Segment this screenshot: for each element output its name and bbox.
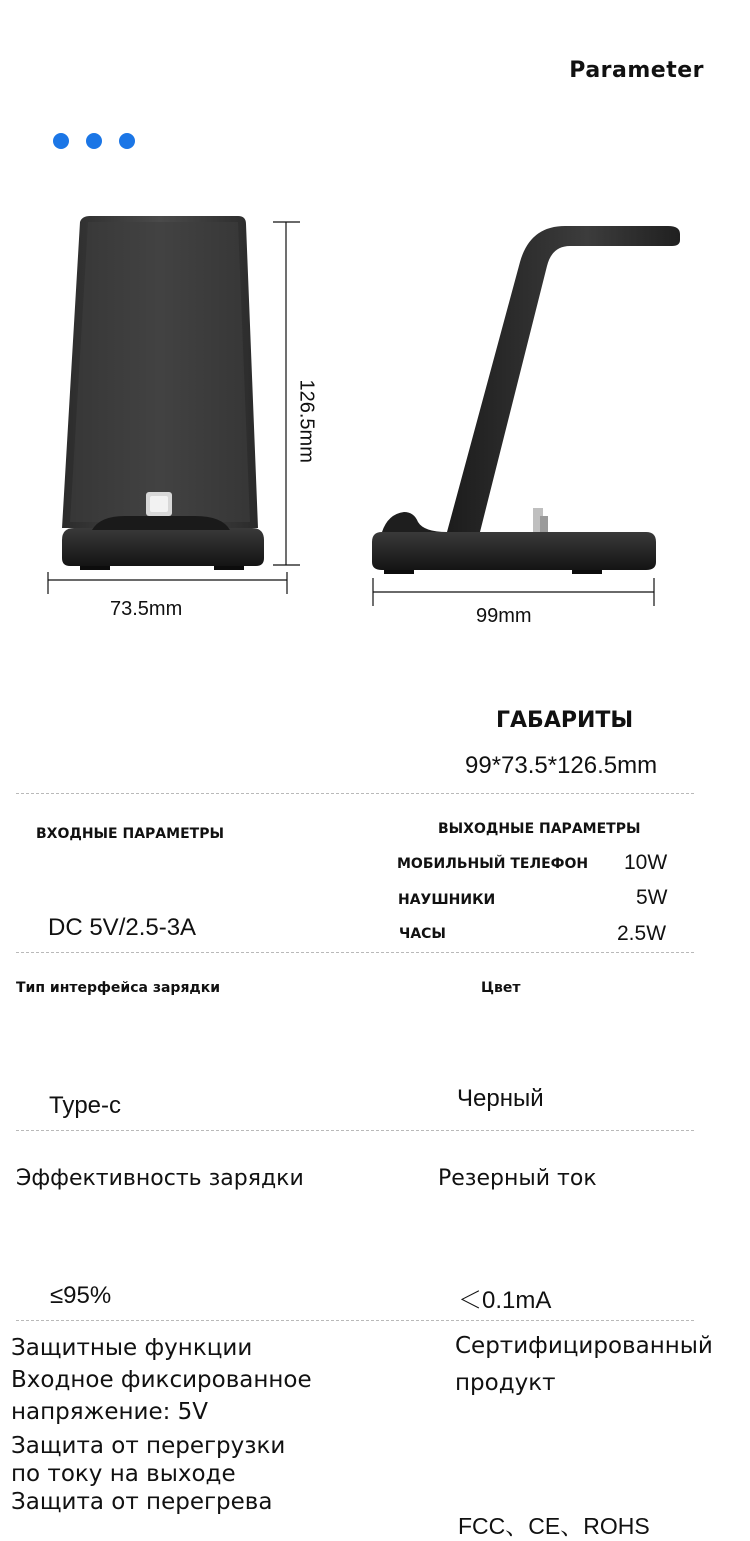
color-value: Черный — [457, 1085, 544, 1112]
interface-title: Тип интерфейса зарядки — [16, 980, 221, 996]
side-view-drawing — [372, 226, 680, 574]
pagination-dot — [119, 133, 135, 149]
depth-dimension-label: 99mm — [476, 605, 532, 627]
efficiency-title: Эффективность зарядки — [16, 1166, 304, 1191]
pagination-dot — [53, 133, 69, 149]
divider — [16, 952, 694, 953]
input-title: ВХОДНЫЕ ПАРАМЕТРЫ — [36, 826, 224, 842]
divider — [16, 1130, 694, 1131]
protection-list — [11, 1332, 312, 1517]
divider — [16, 1320, 694, 1321]
certification-title-line: продукт — [455, 1370, 556, 1396]
front-view-drawing — [62, 216, 264, 570]
page-title: Parameter — [569, 58, 704, 83]
protection-line: напряжение: 5V — [11, 1399, 209, 1425]
output-value-earbuds: 5W — [636, 886, 668, 909]
output-label-earbuds: НАУШНИКИ — [398, 892, 496, 908]
protection-line: по току на выходе — [11, 1461, 236, 1487]
product-dimension-illustration — [0, 200, 750, 640]
standby-current-title: Резерный ток — [438, 1166, 597, 1191]
divider — [16, 793, 694, 794]
output-value-phone: 10W — [624, 851, 668, 874]
size-title: ГАБАРИТЫ — [496, 708, 634, 733]
interface-value: Type-c — [49, 1092, 122, 1119]
output-label-watch: ЧАСЫ — [399, 926, 446, 942]
output-title: ВЫХОДНЫЕ ПАРАМЕТРЫ — [438, 821, 641, 837]
width-dimension-label: 73.5mm — [110, 598, 183, 620]
efficiency-value: ≤95% — [50, 1282, 112, 1309]
certification-title — [455, 1328, 713, 1402]
standby-current-value: ＜0.1mA — [458, 1287, 552, 1314]
protection-line: Защита от перегрева — [11, 1489, 273, 1515]
size-value: 99*73.5*126.5mm — [465, 752, 658, 779]
output-value-watch: 2.5W — [617, 922, 667, 945]
pagination-dot — [86, 133, 102, 149]
protection-line: Входное фиксированное — [11, 1367, 312, 1393]
input-value: DC 5V/2.5-3A — [48, 914, 197, 941]
height-dimension-label: 126.5mm — [295, 379, 318, 463]
side-dimension-lines — [373, 578, 654, 606]
output-label-phone: МОБИЛЬНЫЙ ТЕЛЕФОН — [397, 856, 589, 872]
protection-line: Защитные функции — [11, 1335, 253, 1361]
protection-line: Защита от перегрузки — [11, 1433, 286, 1459]
certification-title-line: Сертифицированный — [455, 1333, 713, 1359]
color-title: Цвет — [481, 980, 521, 996]
certification-value: FCC、CE、ROHS — [458, 1513, 650, 1539]
